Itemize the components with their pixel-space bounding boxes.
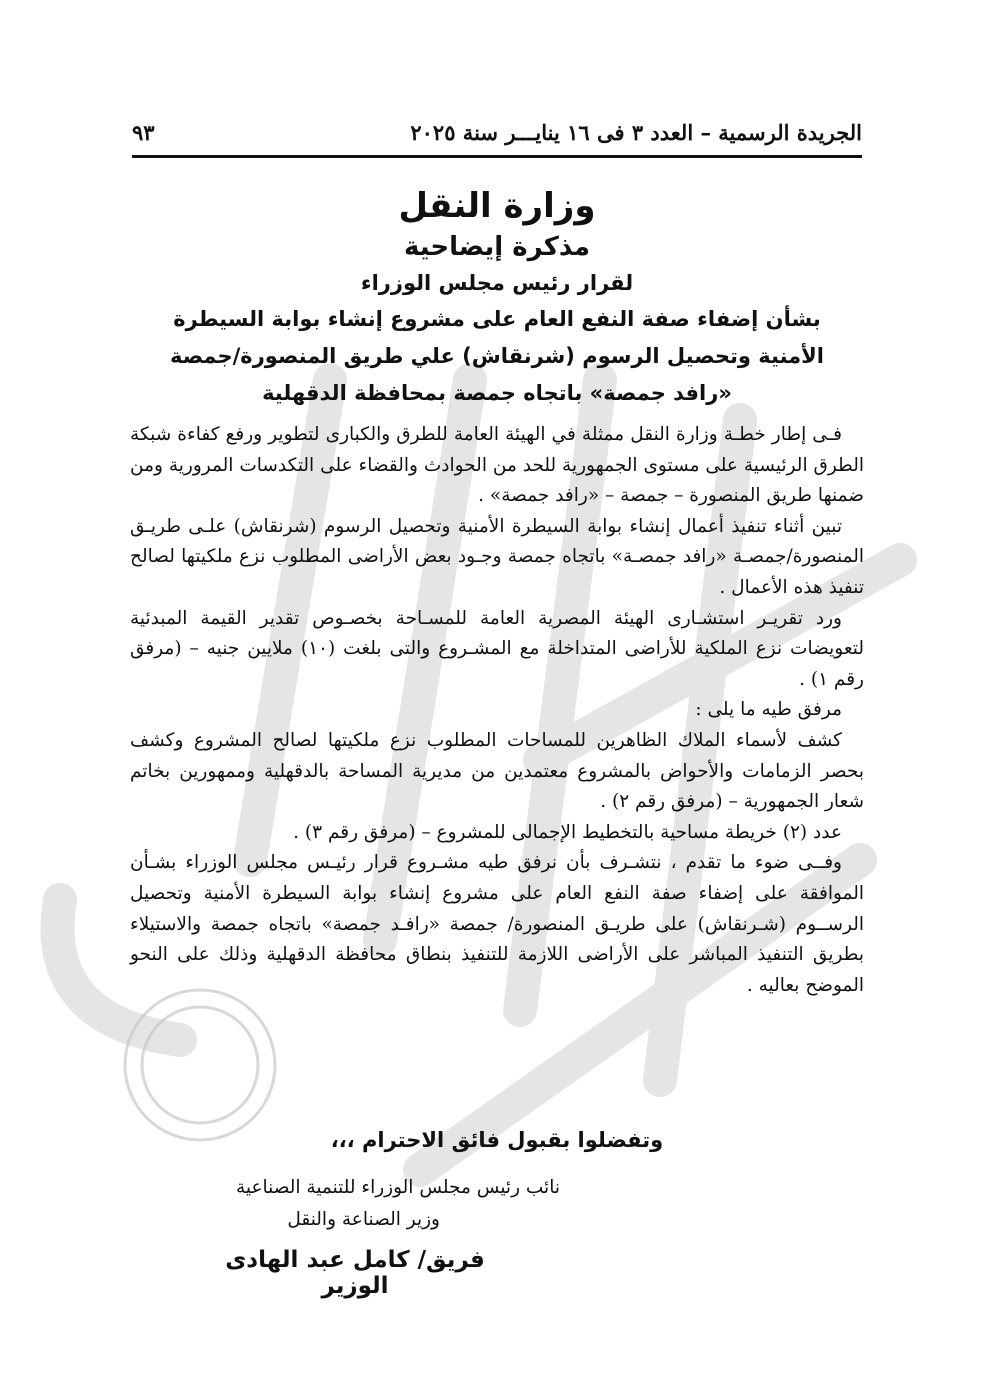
subject-line: بشأن إضفاء صفة النفع العام على مشروع إنشاء بوابة السيطرة — [173, 307, 821, 331]
decision-title: لقرار رئيس مجلس الوزراء — [360, 271, 634, 295]
paragraph: فـى إطار خطـة وزارة النقل ممثلة في الهيئة العامة للطرق والكبارى لتطوير ورفع كفاءة شبكة الطرق الرئيسية على مستوى الجمهورية للحد من الحوادث والقضاء على التكدسات المرورية ومن ضمنها طريق المنصورة – جمصة – «رافد جمصة» . — [130, 424, 864, 507]
paragraph: تبين أثناء تنفيذ أعمال إنشاء بوابة السيطرة الأمنية وتحصيل الرسوم (شرنقاش) علـى طريـق المنصورة/جمصـة «رافد جمصـة» باتجاه جمصة وجـود بعض الأراضى المطلوب نزع ملكيتها لصالح تنفيذ هذه الأعمال . — [130, 515, 864, 598]
subject-line: «رافد جمصة» باتجاه جمصة بمحافظة الدقهلية — [262, 381, 732, 405]
memo-body — [130, 420, 864, 1001]
signatory-name: فريق/ كامل عبد الهادى الوزير — [225, 1247, 485, 1299]
subject-line: الأمنية وتحصيل الرسوم (شرنقاش) علي طريق المنصورة/جمصة — [169, 344, 824, 368]
ministry-title: وزارة النقل — [398, 186, 596, 226]
title-block — [132, 183, 862, 412]
paragraph: ورد تقريـر استشـارى الهيئة المصرية العامة للمسـاحة بخصـوص تقدير القيمة المبدئية لتعويضات نزع الملكية للأراضى المتداخلة مع المشـروع والتى بلغت (١٠) ملايين جنيه – (مرفق رقم ١) . — [130, 607, 864, 690]
page-number: ٩٣ — [132, 119, 155, 145]
closing-line: وتفضلوا بقبول فائق الاحترام ،،، — [330, 1128, 664, 1152]
attachments-heading: مرفق طيه ما يلى : — [695, 699, 842, 721]
signature-title: وزير الصناعة والنقل — [287, 1209, 440, 1230]
paragraph: كشف لأسماء الملاك الظاهرين للمساحات المطلوب نزع ملكيتها لصالح المشروع وكشف بحصر الزمامات والأحواض بالمشروع معتمدين من مديرية المساحة بالدقهلية وممهورين بخاتم شعار الجمهورية – (مرفق رقم ٢) . — [130, 729, 864, 813]
header-divider — [132, 155, 862, 158]
paragraph: وفــى ضوء ما تقدم ، نتشـرف بأن نرفق طيه مشـروع قرار رئيـس مجلس الوزراء بشـأن الموافقة على إضفاء صفة النفع العام على مشروع إنشاء بوابة السيطرة الأمنية وتحصيل الرســوم (شـرنقاش) على طريـق المنصورة/ جمصة «رافـد جمصة» باتجاه جمصة والاستيلاء بطريق التنفيذ المباشر على الأراضى اللازمة للتنفيذ بنطاق محافظة الدقهلية وذلك على النحو الموضح بعاليه . — [130, 852, 864, 996]
memo-title: مذكرة إيضاحية — [404, 232, 590, 262]
signature-title: نائب رئيس مجلس الوزراء للتنمية الصناعية — [235, 1177, 560, 1198]
signature-titles — [160, 1172, 560, 1236]
page-header — [132, 112, 862, 152]
journal-issue-line: الجريدة الرسمية – العدد ٣ فى ١٦ ينايـــر سنة ٢٠٢٥ — [410, 119, 862, 145]
paragraph: عدد (٢) خريطة مساحية بالتخطيط الإجمالى للمشروع – (مرفق رقم ٣) . — [293, 821, 842, 843]
